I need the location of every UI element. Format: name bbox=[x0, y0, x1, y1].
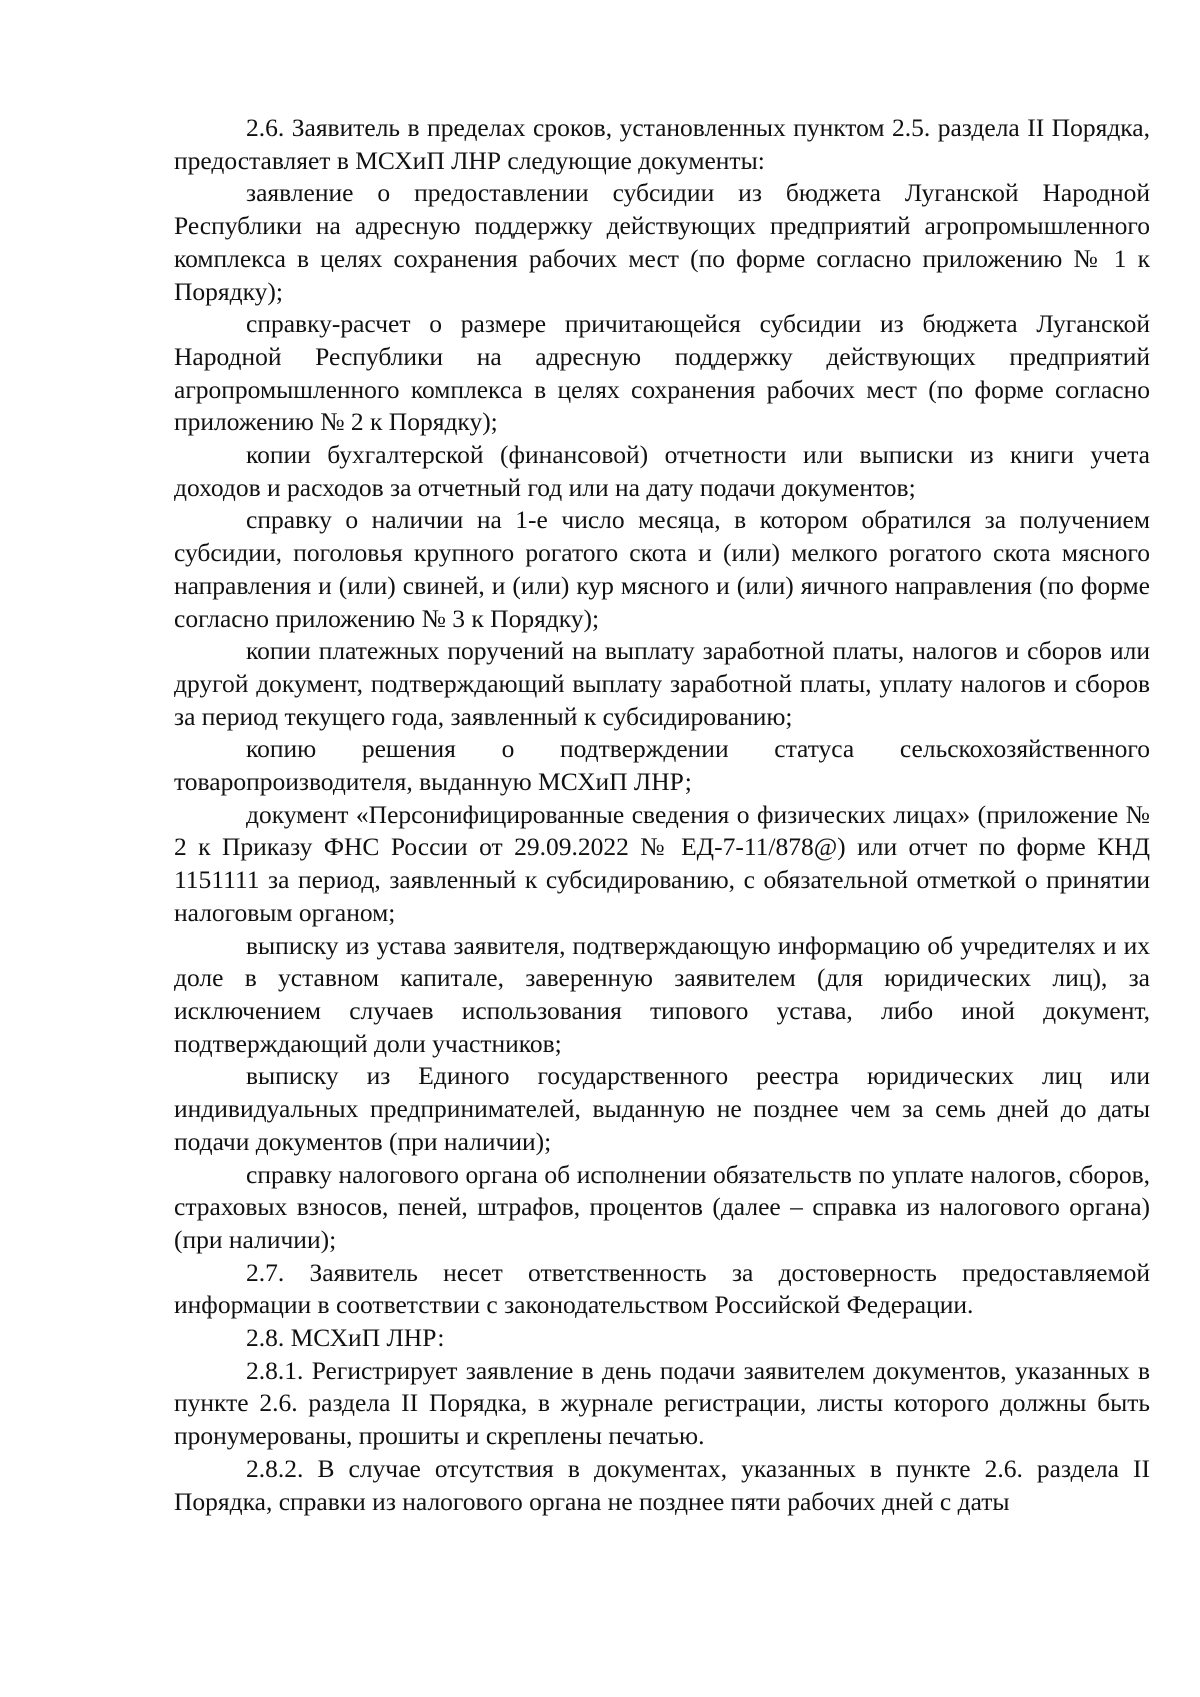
paragraph-2-8: 2.8. МСХиП ЛНР: bbox=[246, 1323, 445, 1353]
list-item-tax-certificate: справку налогового органа об исполнении обязательств по уплате налогов, сборов, страховых взносов, пеней, штрафов, процентов (далее – справка из налогового органа) (при наличии); bbox=[174, 1159, 1150, 1254]
document-page bbox=[174, 112, 1150, 1518]
list-item-personified-data: документ «Персонифицированные сведения о физических лицах» (приложение № 2 к Приказу ФНС России от 29.09.2022 № ЕД-7-11/878@) или отчет по форме КНД 1151111 за период, заявленный к субсидированию, с обязательной отметкой о принятии налоговым органом; bbox=[174, 799, 1150, 927]
list-item-calculation: справку-расчет о размере причитающейся субсидии из бюджета Луганской Народной Республики на адресную поддержку действующих предприятий агропромышленного комплекса в целях сохранения рабочих мест (по форме согласно приложению № 2 к Порядку); bbox=[174, 309, 1150, 437]
list-item-livestock: справку о наличии на 1-е число месяца, в котором обратился за получением субсидии, поголовья крупного рогатого скота и (или) мелкого рогатого скота мясного направления и (или) свиней, и (или) кур мясного и (или) яичного направления (по форме согласно приложению № 3 к Порядку); bbox=[174, 505, 1150, 633]
list-item-application: заявление о предоставлении субсидии из бюджета Луганской Народной Республики на адресную поддержку действующих предприятий агропромышленного комплекса в целях сохранения рабочих мест (по форме согласно приложению № 1 к Порядку); bbox=[174, 178, 1150, 306]
paragraph-2-8-1: 2.8.1. Регистрирует заявление в день подачи заявителем документов, указанных в пункте 2.6. раздела II Порядка, в журнале регистрации, листы которого должны быть пронумерованы, прошиты и скреплены печатью. bbox=[174, 1355, 1150, 1451]
list-item-status-decision: копию решения о подтверждении статуса сельскохозяйственного товаропроизводителя, выданную МСХиП ЛНР; bbox=[174, 734, 1150, 797]
list-item-charter-extract: выписку из устава заявителя, подтверждающую информацию об учредителях и их доле в уставном капитале, заверенную заявителем (для юридических лиц), за исключением случаев использования типового устава, либо иной документ, подтверждающий доли участников; bbox=[174, 930, 1150, 1058]
paragraph-2-8-2: 2.8.2. В случае отсутствия в документах, указанных в пункте 2.6. раздела II Порядка, справки из налогового органа не позднее пяти рабочих дней с даты bbox=[174, 1453, 1150, 1516]
paragraph-2-6: 2.6. Заявитель в пределах сроков, установленных пунктом 2.5. раздела II Порядка, предоставляет в МСХиП ЛНР следующие документы: bbox=[174, 113, 1150, 175]
list-item-registry-extract: выписку из Единого государственного реестра юридических лиц или индивидуальных предпринимателей, выданную не позднее чем за семь дней до даты подачи документов (при наличии); bbox=[174, 1061, 1150, 1156]
paragraph-2-7: 2.7. Заявитель несет ответственность за достоверность предоставляемой информации в соответствии с законодательством Российской Федерации. bbox=[174, 1257, 1150, 1320]
list-item-accounting: копии бухгалтерской (финансовой) отчетности или выписки из книги учета доходов и расходов за отчетный год или на дату подачи документов; bbox=[174, 440, 1150, 502]
list-item-payments: копии платежных поручений на выплату заработной платы, налогов и сборов или другой документ, подтверждающий выплату заработной платы, уплату налогов и сборов за период текущего года, заявленный к субсидированию; bbox=[174, 636, 1150, 731]
